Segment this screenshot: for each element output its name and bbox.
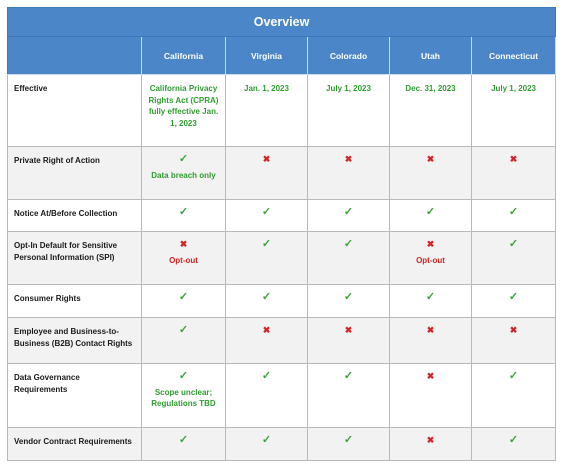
effective-date-text: Dec. 31, 2023 <box>405 84 456 93</box>
cross-icon: ✖ <box>509 154 518 164</box>
cell-notice-california <box>142 200 226 232</box>
check-icon: ✓ <box>425 291 436 303</box>
title-row <box>8 8 556 37</box>
cell-notice-virginia <box>226 200 308 232</box>
row-label: Consumer Rights <box>8 285 142 318</box>
comparison-table <box>7 7 556 461</box>
cell-employee-b2b-colorado <box>308 318 390 364</box>
cell-effective-california <box>142 75 226 147</box>
row-label: Private Right of Action <box>8 147 142 200</box>
cell-opt-in-california <box>142 232 226 285</box>
table-title: Overview <box>8 8 556 37</box>
cell-consumer-rights-colorado <box>308 285 390 318</box>
cell-private-right-utah <box>390 147 472 200</box>
cell-opt-in-connecticut <box>472 232 556 285</box>
check-icon: ✓ <box>343 238 354 250</box>
check-icon: ✓ <box>508 434 519 446</box>
cell-consumer-rights-virginia <box>226 285 308 318</box>
privacy-law-overview <box>7 7 555 461</box>
cell-notice-utah <box>390 200 472 232</box>
check-icon: ✓ <box>343 206 354 218</box>
check-icon: ✓ <box>178 434 189 446</box>
row-label: Effective <box>8 75 142 147</box>
cell-data-governance-california <box>142 364 226 428</box>
header-utah: Utah <box>390 37 472 75</box>
cell-notice-colorado <box>308 200 390 232</box>
table-row-consumer-rights <box>8 285 556 318</box>
cell-notice-connecticut <box>472 200 556 232</box>
header-california: California <box>142 37 226 75</box>
table-row-vendor <box>8 428 556 461</box>
cross-icon: ✖ <box>426 371 435 381</box>
cell-note: Scope unclear; Regulations TBD <box>151 388 216 408</box>
check-icon: ✓ <box>178 153 189 165</box>
cell-opt-in-colorado <box>308 232 390 285</box>
cell-employee-b2b-connecticut <box>472 318 556 364</box>
cell-effective-colorado <box>308 75 390 147</box>
check-icon: ✓ <box>261 434 272 446</box>
check-icon: ✓ <box>261 370 272 382</box>
header-virginia: Virginia <box>226 37 308 75</box>
effective-date-text: Jan. 1, 2023 <box>244 84 289 93</box>
cell-vendor-california <box>142 428 226 461</box>
check-icon: ✓ <box>178 206 189 218</box>
cell-employee-b2b-california <box>142 318 226 364</box>
cross-icon: ✖ <box>426 239 435 249</box>
cell-employee-b2b-virginia <box>226 318 308 364</box>
column-header-row <box>8 37 556 75</box>
check-icon: ✓ <box>425 206 436 218</box>
cell-note: Opt-out <box>169 256 198 265</box>
check-icon: ✓ <box>508 291 519 303</box>
cell-vendor-utah <box>390 428 472 461</box>
cell-private-right-virginia <box>226 147 308 200</box>
check-icon: ✓ <box>508 206 519 218</box>
cell-effective-connecticut <box>472 75 556 147</box>
cell-private-right-california <box>142 147 226 200</box>
table-row-employee-b2b <box>8 318 556 364</box>
table-row-data-governance <box>8 364 556 428</box>
cell-consumer-rights-california <box>142 285 226 318</box>
cross-icon: ✖ <box>262 325 271 335</box>
cell-note: Data breach only <box>151 171 216 180</box>
check-icon: ✓ <box>178 324 189 336</box>
cell-employee-b2b-utah <box>390 318 472 364</box>
cell-data-governance-virginia <box>226 364 308 428</box>
cell-opt-in-virginia <box>226 232 308 285</box>
row-label: Data Governance Requirements <box>8 364 142 428</box>
table-row-private-right <box>8 147 556 200</box>
cross-icon: ✖ <box>426 154 435 164</box>
cross-icon: ✖ <box>179 239 188 249</box>
corner-header <box>8 37 142 75</box>
cell-private-right-colorado <box>308 147 390 200</box>
cell-consumer-rights-utah <box>390 285 472 318</box>
cell-vendor-connecticut <box>472 428 556 461</box>
cross-icon: ✖ <box>426 435 435 445</box>
header-colorado: Colorado <box>308 37 390 75</box>
cell-opt-in-utah <box>390 232 472 285</box>
cell-private-right-connecticut <box>472 147 556 200</box>
cell-data-governance-colorado <box>308 364 390 428</box>
cell-vendor-colorado <box>308 428 390 461</box>
check-icon: ✓ <box>508 370 519 382</box>
check-icon: ✓ <box>261 238 272 250</box>
row-label: Opt-In Default for Sensitive Personal Information (SPI) <box>8 232 142 285</box>
table-row-notice <box>8 200 556 232</box>
row-label: Employee and Business-to-Business (B2B) Contact Rights <box>8 318 142 364</box>
effective-date-text: July 1, 2023 <box>491 84 536 93</box>
row-label: Vendor Contract Requirements <box>8 428 142 461</box>
row-label: Notice At/Before Collection <box>8 200 142 232</box>
header-connecticut: Connecticut <box>472 37 556 75</box>
cross-icon: ✖ <box>344 325 353 335</box>
check-icon: ✓ <box>343 370 354 382</box>
check-icon: ✓ <box>178 370 189 382</box>
cell-effective-virginia <box>226 75 308 147</box>
table-row-opt-in <box>8 232 556 285</box>
cell-data-governance-connecticut <box>472 364 556 428</box>
cell-effective-utah <box>390 75 472 147</box>
cross-icon: ✖ <box>344 154 353 164</box>
check-icon: ✓ <box>343 291 354 303</box>
check-icon: ✓ <box>261 206 272 218</box>
cell-vendor-virginia <box>226 428 308 461</box>
check-icon: ✓ <box>261 291 272 303</box>
check-icon: ✓ <box>178 291 189 303</box>
cell-data-governance-utah <box>390 364 472 428</box>
cross-icon: ✖ <box>426 325 435 335</box>
check-icon: ✓ <box>508 238 519 250</box>
cell-consumer-rights-connecticut <box>472 285 556 318</box>
cross-icon: ✖ <box>262 154 271 164</box>
table-row-effective <box>8 75 556 147</box>
effective-date-text: California Privacy Rights Act (CPRA) fully effective Jan. 1, 2023 <box>148 84 219 128</box>
check-icon: ✓ <box>343 434 354 446</box>
effective-date-text: July 1, 2023 <box>326 84 371 93</box>
cross-icon: ✖ <box>509 325 518 335</box>
cell-note: Opt-out <box>416 256 445 265</box>
